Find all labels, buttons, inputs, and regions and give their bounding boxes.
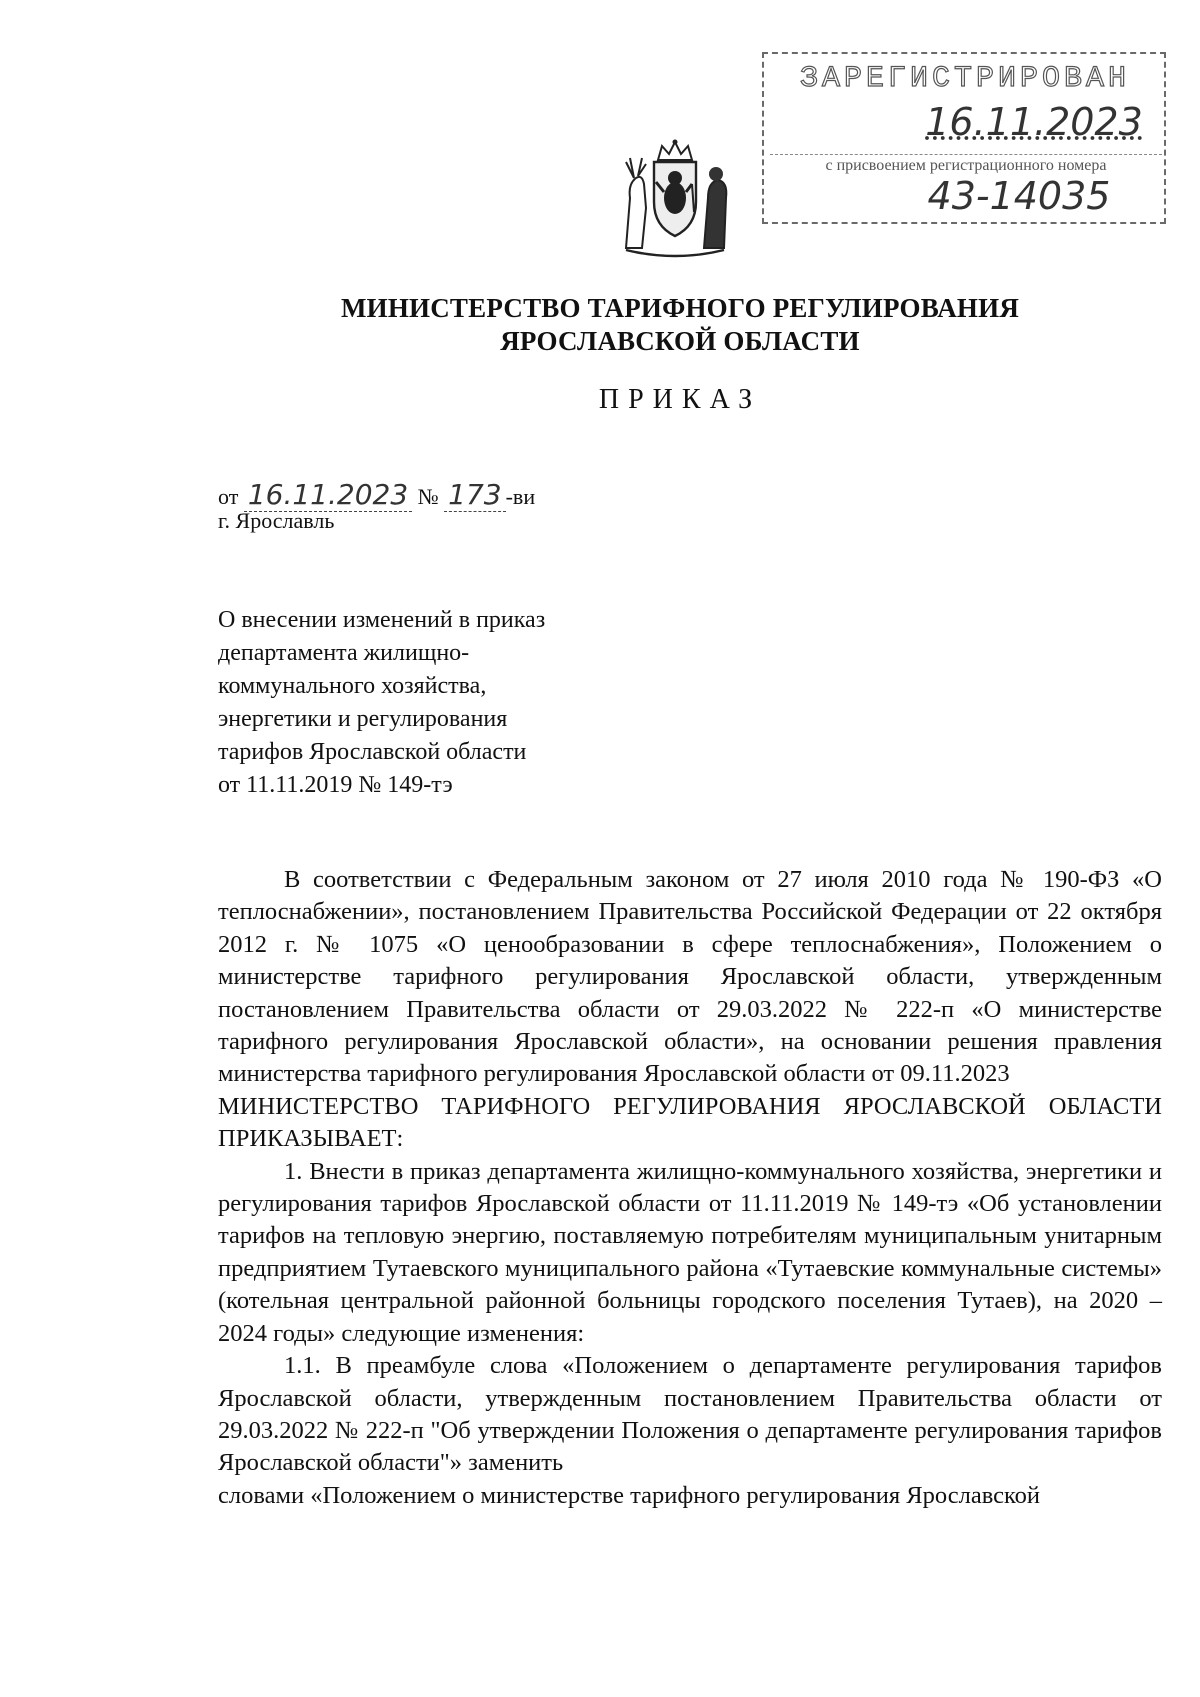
subject-block bbox=[218, 604, 638, 802]
from-label: от bbox=[218, 484, 239, 509]
subject-line: от 11.11.2019 № 149-тэ bbox=[218, 772, 453, 798]
orders-paragraph: МИНИСТЕРСТВО ТАРИФНОГО РЕГУЛИРОВАНИЯ ЯРОСЛАВСКОЙ ОБЛАСТИ ПРИКАЗЫВАЕТ: bbox=[218, 1092, 1162, 1153]
subject-line: тарифов Ярославской области bbox=[218, 739, 527, 765]
order-suffix: -ви bbox=[505, 484, 536, 509]
stamp-title: ЗАРЕГИСТРИРОВАН bbox=[799, 62, 1131, 96]
item-1-1-paragraph: 1.1. В преамбуле слова «Положением о департаменте регулирования тарифов Ярославской области, утвержденным постановлением Правительства области от 29.03.2022 № 222-п "Об утверждении Положения о департаменте регулирования тарифов Ярославской области"» заменить bbox=[218, 1352, 1162, 1477]
coat-of-arms-icon bbox=[612, 138, 738, 264]
stamp-date: 16.11.2023 bbox=[925, 100, 1143, 144]
order-date: 16.11.2023 bbox=[244, 478, 412, 512]
document-type: ПРИКАЗ bbox=[598, 384, 762, 415]
item-1-1-last-line: словами «Положением о министерстве тарифного регулирования Ярославской bbox=[218, 1481, 1041, 1509]
registration-stamp bbox=[762, 52, 1166, 224]
subject-line: О внесении изменений в приказ bbox=[218, 607, 546, 633]
preamble-paragraph: В соответствии с Федеральным законом от 27 июля 2010 года № 190-ФЗ «О теплоснабжении», постановлением Правительства Российской Федерации от 22 октября 2012 г. № 1075 «О ценообразовании в сфере теплоснабжения», Положением о министерстве тарифного регулирования Ярославской области, утвержденным постановлением Правительства области от 29.03.2022 № 222-п «О министерстве тарифного регулирования Ярославской области», на основании решения правления министерства тарифного регулирования Ярославской области от 09.11.2023 bbox=[218, 866, 1162, 1088]
subject-line: энергетики и регулирования bbox=[218, 706, 508, 732]
number-label: № bbox=[417, 484, 439, 509]
subject-line: департамента жилищно- bbox=[218, 640, 470, 666]
item-1-paragraph: 1. Внести в приказ департамента жилищно-коммунального хозяйства, энергетики и регулирования тарифов Ярославской области от 11.11.2019 № 149-тэ «Об установлении тарифов на тепловую энергию, поставляемую потребителям муниципальным унитарным предприятием Тутаевского муниципального района «Тутаевские коммунальные системы» (котельная центральной районной больницы городского поселения Тутаев), на 2020 – 2024 годы» следующие изменения: bbox=[218, 1157, 1162, 1347]
stamp-number: 43-14035 bbox=[927, 174, 1111, 218]
order-date-number bbox=[218, 478, 535, 511]
ministry-line-1: МИНИСТЕРСТВО ТАРИФНОГО РЕГУЛИРОВАНИЯ bbox=[340, 293, 1020, 323]
ministry-line-2: ЯРОСЛАВСКОЙ ОБЛАСТИ bbox=[500, 326, 860, 356]
ministry-title bbox=[200, 292, 1160, 358]
body-text bbox=[218, 864, 1162, 1512]
order-number: 173 bbox=[444, 478, 505, 512]
city: г. Ярославль bbox=[218, 508, 335, 533]
subject-line: коммунального хозяйства, bbox=[218, 673, 487, 699]
stamp-caption: с присвоением регистрационного номера bbox=[770, 154, 1162, 175]
